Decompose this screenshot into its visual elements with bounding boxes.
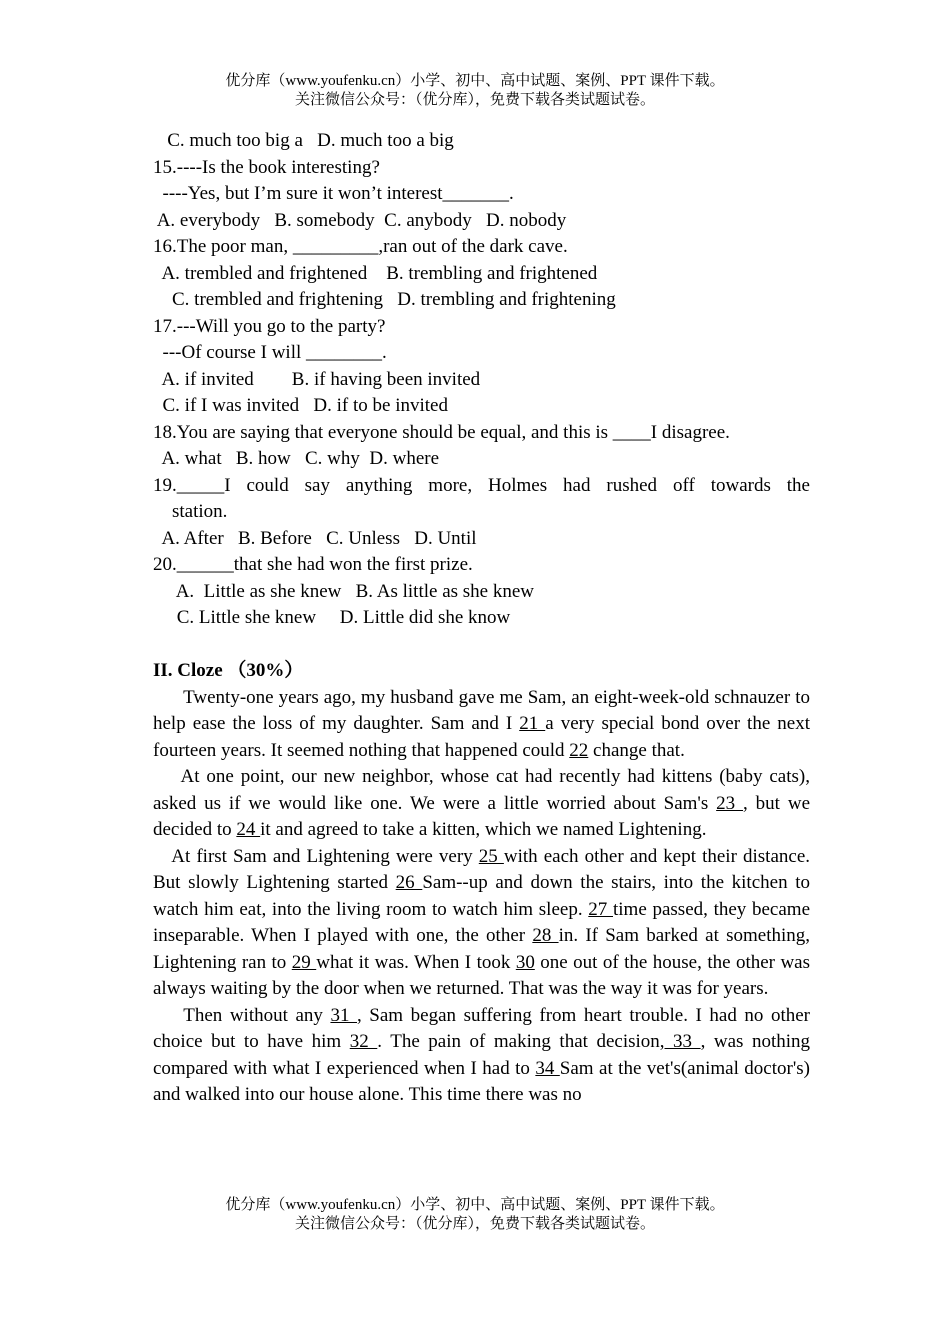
cloze-text: with each other and kept their distance. But slowly Lightening started <box>153 845 810 893</box>
cloze-paragraph-3 <box>153 844 810 1003</box>
cloze-blank: 21 <box>519 713 546 734</box>
q16-options-cd: C. trembled and frightening D. trembling and frightening <box>153 289 616 310</box>
cloze-heading: II. Cloze （30%） <box>153 660 304 681</box>
cloze-text: , was nothing compared with what I experienced when I had to <box>153 1031 811 1079</box>
q20-stem: 20.______that she had won the first prize. <box>153 554 473 575</box>
page-footer <box>0 1196 950 1234</box>
cloze-blank: 24 <box>236 819 261 840</box>
cloze-text: , Sam began suffering from heart trouble. I had no other choice but to have him <box>153 1004 810 1052</box>
cloze-blank: 22 <box>569 739 589 761</box>
q18-stem: 18.You are saying that everyone should be equal, and this is ____I disagree. <box>153 421 730 443</box>
cloze-text: one out of the house, the other was always waiting by the door when we returned. That was the way it was for years. <box>153 951 811 999</box>
header-line-2: 关注微信公众号：（优分库），免费下载各类试题试卷。 <box>294 92 655 108</box>
cloze-text: a very special bond over the next fourteen years. It seemed nothing that happened could <box>153 713 810 761</box>
cloze-blank: 27 <box>588 898 613 920</box>
cloze-paragraph-4 <box>153 1003 810 1109</box>
cloze-text: Sam--up and down the stairs, into the kitchen to watch him eat, into the living room to watch him sleep. <box>153 872 810 920</box>
cloze-text: what it was. When I took <box>316 951 516 973</box>
cloze-blank: 30 <box>515 951 535 973</box>
q17-reply: ---Of course I will ________. <box>153 342 387 363</box>
q17-options-cd: C. if I was invited D. if to be invited <box>153 395 448 416</box>
q17-options-ab: A. if invited B. if having been invited <box>153 368 481 390</box>
cloze-text: change that. <box>588 739 685 761</box>
q15-reply: ----Yes, but I’m sure it won’t interest_______. <box>153 183 514 204</box>
header-line-1: 优分库（www.youfenku.cn）小学、初中、高中试题、案例、PPT 课件下载。 <box>225 73 725 89</box>
q20-options-ab: A. Little as she knew B. As little as she knew <box>153 580 535 602</box>
cloze-text: . The pain of making that decision, <box>377 1031 665 1052</box>
cloze-blank: 29 <box>291 951 317 973</box>
cloze-blank: 32 <box>349 1031 378 1052</box>
cloze-text: Twenty-one years ago, my husband gave me Sam, an eight-week-old schnauzer to help ease the loss of my daughter. Sam and I <box>153 686 810 734</box>
q20-options-cd: C. Little she knew D. Little did she know <box>153 607 511 628</box>
q15-stem: 15.----Is the book interesting? <box>153 156 380 178</box>
q19-stem-line-2: station. <box>153 501 228 522</box>
q16-stem: 16.The poor man, _________,ran out of the dark cave. <box>153 236 568 257</box>
q19-stem-line-1: 19._____I could say anything more, Holmes had rushed off towards the <box>153 474 810 496</box>
footer-line-2: 关注微信公众号：（优分库），免费下载各类试题试卷。 <box>294 1216 655 1232</box>
footer-line-1: 优分库（www.youfenku.cn）小学、初中、高中试题、案例、PPT 课件下载。 <box>225 1197 725 1213</box>
q19-options: A. After B. Before C. Unless D. Until <box>153 527 477 549</box>
cloze-text: At first Sam and Lightening were very <box>153 845 479 867</box>
q14-options-cd: C. much too big a D. much too a big <box>153 130 454 151</box>
cloze-blank: 31 <box>330 1004 357 1026</box>
cloze-blank: 33 <box>664 1031 701 1052</box>
exam-content <box>153 128 810 1109</box>
cloze-blank: 23 <box>716 792 744 814</box>
cloze-paragraph-2 <box>153 764 810 844</box>
cloze-text: At one point, our new neighbor, whose cat had recently had kittens (baby cats), asked us if we would like one. We were a little worried about Sam's <box>153 766 810 814</box>
section-spacer <box>153 632 810 659</box>
cloze-blank: 25 <box>478 845 504 867</box>
cloze-text: time passed, they became inseparable. When I played with one, the other <box>153 898 811 946</box>
page-header <box>0 72 950 110</box>
cloze-text: , but we decided to <box>153 792 810 840</box>
cloze-blank: 28 <box>532 925 559 946</box>
cloze-blank: 34 <box>535 1057 560 1079</box>
cloze-blank: 26 <box>395 872 423 893</box>
q17-stem: 17.---Will you go to the party? <box>153 315 386 337</box>
cloze-paragraph-1 <box>153 685 810 765</box>
q18-options: A. what B. how C. why D. where <box>153 448 440 469</box>
q16-options-ab: A. trembled and frightened B. trembling and frightened <box>153 262 598 284</box>
cloze-text: in. If Sam barked at something, Lightening ran to <box>153 925 810 973</box>
cloze-text: it and agreed to take a kitten, which we named Lightening. <box>260 819 707 840</box>
cloze-text: Sam at the vet's(animal doctor's) and walked into our house alone. This time there was no <box>153 1057 810 1105</box>
cloze-text: Then without any <box>153 1004 331 1026</box>
q15-options: A. everybody B. somebody C. anybody D. nobody <box>153 209 567 231</box>
